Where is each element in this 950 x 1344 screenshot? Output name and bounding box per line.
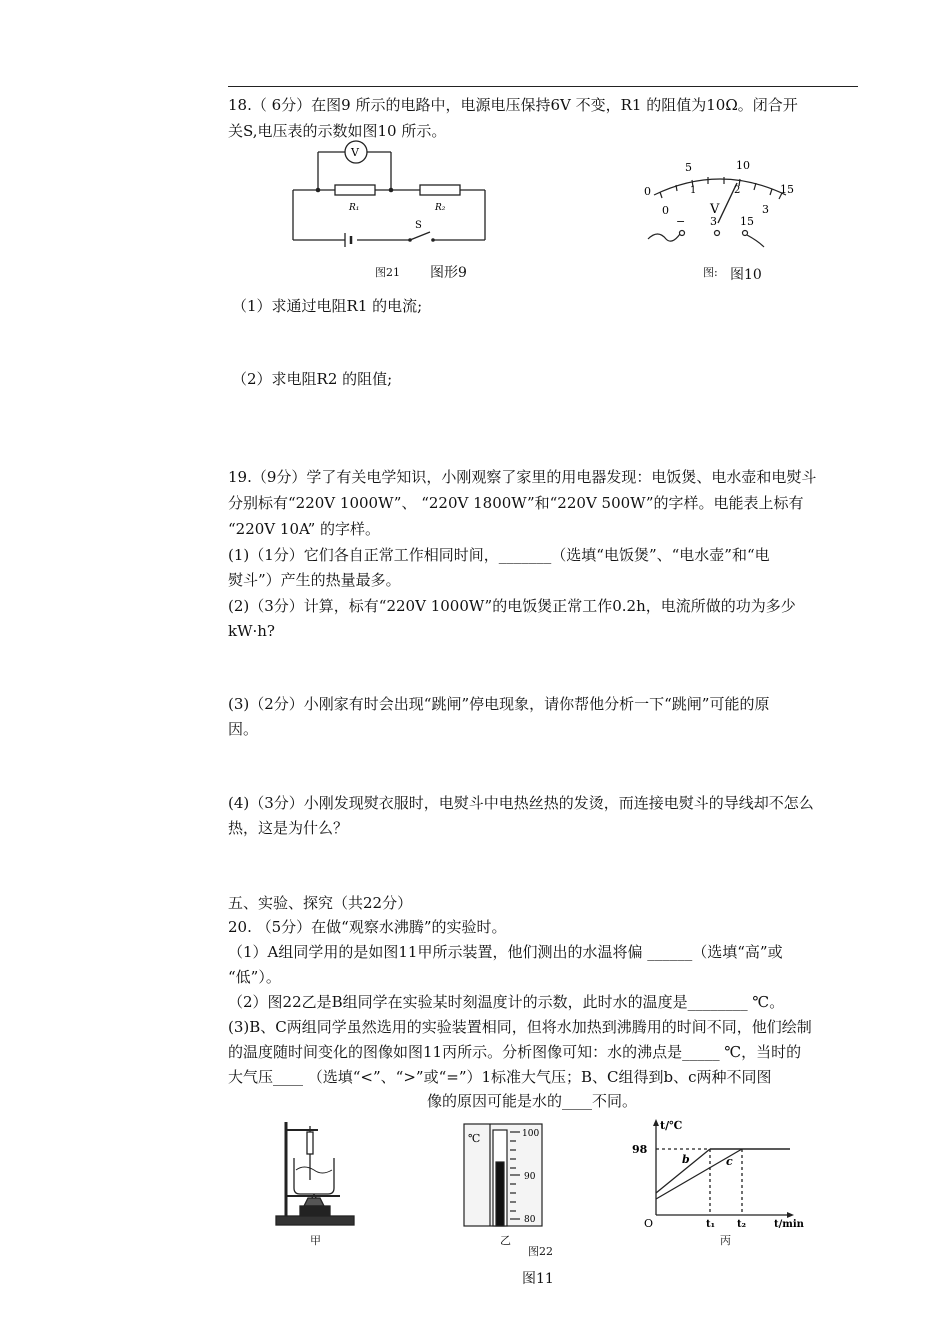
q20-sub1-line2: “低”）。 xyxy=(228,968,281,986)
terminal-3 xyxy=(715,231,720,236)
q18-stem-line1: 18.（ 6分）在图9 所示的电路中，电源电压保持6V 不变，R1 的阻值为10Ω。闭合开 xyxy=(228,96,798,114)
fig-jia-label: 甲 xyxy=(310,1234,321,1247)
switch-symbol xyxy=(410,232,430,240)
fig10-old-caption: 图: xyxy=(703,266,718,279)
graph-t1: t₁ xyxy=(706,1219,715,1230)
q19-sub2-line2: kW·h? xyxy=(228,622,275,640)
fig22-label: 图22 xyxy=(528,1245,553,1258)
graph-origin: O xyxy=(644,1217,654,1230)
q19-sub1-line1: (1)（1分）它们各自正常工作相同时间，_______（选填“电饭煲”、“电水壶”和“电 xyxy=(228,546,770,564)
thermometer-yi xyxy=(460,1120,550,1230)
heating-apparatus-jia xyxy=(270,1118,370,1230)
thermometer-80: 80 xyxy=(524,1215,536,1225)
wire-left xyxy=(648,234,680,241)
fig9-caption: 图形9 xyxy=(430,265,467,281)
section-heading: 五、实验、探究（共22分） xyxy=(228,894,413,912)
terminal-3-label: 3 xyxy=(710,215,717,228)
q20-sub3-line3: 大气压____ （选填“<”、“>”或“=”）1标准大气压；B、C组得到b、c两种不同图 xyxy=(228,1068,772,1086)
q18-sub1: （1）求通过电阻R1 的电流; xyxy=(232,297,423,315)
voltmeter-label: V xyxy=(351,146,359,159)
dial-unit-v: V xyxy=(710,202,720,217)
q19-sub1-line2: 熨斗”）产生的热量最多。 xyxy=(228,571,401,589)
q19-line2: 分别标有“220V 1000W”、 “220V 1800W”和“220V 500W”的字样。电能表上标有 xyxy=(228,494,804,512)
fig9-old-caption: 图21 xyxy=(375,266,400,279)
q19-sub3-line1: (3)（2分）小刚家有时会出现“跳闸”停电现象，请你帮他分析一下“跳闸”可能的原 xyxy=(228,695,770,713)
q19-sub3-line2: 因。 xyxy=(228,720,259,738)
q20-sub3-line2: 的温度随时间变化的图像如图11丙所示。分析图像可知：水的沸点是_____ ℃，当时的 xyxy=(228,1043,802,1061)
r2-label: R₂ xyxy=(435,203,446,213)
circuit-diagram-fig9 xyxy=(285,140,495,250)
q19-sub4-line2: 热，这是为什么？ xyxy=(228,819,349,837)
top-scale-15: 15 xyxy=(780,183,794,196)
thermometer-100: 100 xyxy=(522,1129,540,1139)
top-scale-10: 10 xyxy=(736,159,750,172)
graph-y-label: t/℃ xyxy=(660,1119,683,1132)
resistor-r2 xyxy=(420,185,460,195)
fig11-caption: 图11 xyxy=(522,1271,554,1287)
bottom-scale-2: 2 xyxy=(734,185,741,196)
temperature-graph-bing xyxy=(630,1115,815,1230)
q19-line3: “220V 10A” 的字样。 xyxy=(228,520,381,538)
bottom-scale-0: 0 xyxy=(662,204,669,217)
top-rule xyxy=(228,86,858,87)
terminal-15 xyxy=(743,231,748,236)
terminal-minus-label: − xyxy=(676,215,686,228)
r1-label: R₁ xyxy=(349,203,360,213)
q20-sub2: （2）图22乙是B组同学在实验某时刻温度计的示数，此时水的温度是________ ℃。 xyxy=(228,993,785,1011)
bottom-scale-1: 1 xyxy=(690,185,697,196)
graph-label-b: b xyxy=(682,1153,690,1166)
q19-sub2-line1: (2)（3分）计算，标有“220V 1000W”的电饭煲正常工作0.2h，电流所做的功为多少 xyxy=(228,597,796,615)
dial-arc xyxy=(654,179,786,195)
q19-sub4-line1: (4)（3分）小刚发现熨衣服时，电熨斗中电热丝热的发烫，而连接电熨斗的导线却不怎么 xyxy=(228,794,814,812)
thermometer-90: 90 xyxy=(524,1172,536,1182)
q18-stem-line2: 关S,电压表的示数如图10 所示。 xyxy=(228,122,447,140)
terminal-minus xyxy=(680,231,685,236)
q20-stem: 20. （5分）在做“观察水沸腾”的实验时。 xyxy=(228,918,507,936)
q20-sub3-line4: 像的原因可能是水的____不同。 xyxy=(427,1092,638,1110)
voltmeter-dial-fig10 xyxy=(640,155,800,250)
terminal-15-label: 15 xyxy=(740,215,754,228)
resistor-r1 xyxy=(335,185,375,195)
graph-98: 98 xyxy=(632,1143,648,1156)
q20-sub1-line1: （1）A组同学用的是如图11甲所示装置，他们测出的水温将偏 ______（选填“高”或 xyxy=(228,943,783,961)
graph-t2: t₂ xyxy=(737,1219,746,1230)
mercury-column xyxy=(496,1162,504,1226)
fig-bing-label: 丙 xyxy=(720,1234,731,1247)
q18-sub2: （2）求电阻R2 的阻值; xyxy=(232,370,393,388)
top-scale-0: 0 xyxy=(644,185,651,198)
graph-x-label: t/min xyxy=(774,1219,804,1230)
switch-label: S xyxy=(415,220,422,231)
graph-label-c: c xyxy=(726,1155,733,1168)
q19-line1: 19.（9分）学了有关电学知识，小刚观察了家里的用电器发现：电饭煲、电水壶和电熨斗 xyxy=(228,468,817,486)
wire-right xyxy=(747,235,764,247)
top-scale-5: 5 xyxy=(685,161,692,174)
thermometer-unit: ℃ xyxy=(468,1132,481,1145)
bottom-scale-3: 3 xyxy=(762,203,769,216)
q20-sub3-line1: (3)B、C两组同学虽然选用的实验装置相同，但将水加热到沸腾用的时间不同，他们绘制 xyxy=(228,1018,812,1036)
fig-yi-label: 乙 xyxy=(500,1234,511,1247)
fig10-caption: 图10 xyxy=(730,267,762,283)
